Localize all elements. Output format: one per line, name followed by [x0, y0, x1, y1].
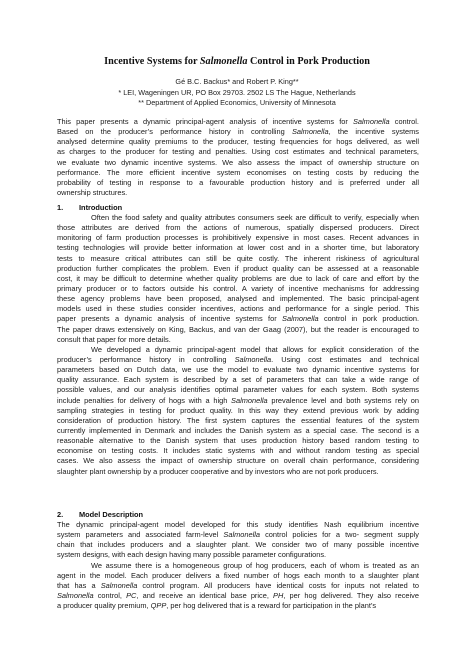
text-run: control policies for a two- segment supply [260, 530, 419, 540]
section-number: 2. [57, 510, 64, 519]
text-line [57, 158, 419, 168]
text-run: performance. The more efficient incentive system economises on testing costs by reducing the [57, 167, 419, 177]
italic-term: Salmonella [231, 395, 268, 405]
text-run: quality assurance. Each system is described by a set of parameters that can take a wide range of [57, 375, 419, 385]
text-line [57, 550, 419, 560]
italic-term: Salmonella [100, 580, 138, 590]
introduction-body [57, 213, 419, 477]
affiliation-2: ** Department of Applied Economics, University of Minnesota [138, 98, 336, 108]
text-run: as charges to the producer for testing and penalties. Using cost estimates and technical parameters, [57, 147, 419, 157]
text-run: Based on the producer’s performance history in controlling [57, 127, 292, 137]
text-line [57, 223, 419, 233]
text-run: a producer quality premium, [57, 601, 151, 611]
text-run: prevalence level and both systems rely on [267, 395, 419, 405]
italic-term: Salmonella [223, 530, 260, 540]
text-line [57, 540, 419, 550]
text-run: consideration of production history. The first system captures the essential features of the system [57, 415, 419, 425]
text-run: The paper draws extensively on King, Backus, and van der Gaag (2007), but the reader is encouraged to [57, 324, 419, 334]
text-line [57, 396, 419, 406]
text-run: analysed determine quality premiums to the producer, testing frequencies for hogs delivered, as well [57, 137, 419, 147]
text-line [57, 436, 419, 446]
title-part-1: Incentive Systems for [104, 56, 200, 67]
text-run: parameters based on Dutch data, we use the model to evaluate two dynamic incentive systems for [57, 365, 419, 375]
italic-term: PH [273, 590, 284, 600]
text-line [57, 188, 419, 198]
text-line [57, 520, 419, 530]
text-line [57, 581, 419, 591]
text-run: , the incentive systems [328, 127, 419, 137]
text-run: control, [93, 590, 127, 600]
text-line [57, 446, 419, 456]
text-line [57, 233, 419, 243]
text-line [57, 304, 419, 314]
text-run: cost, it may be difficult to determine whether quality problems are due to lack of care and effort by the [57, 273, 419, 283]
text-run: currently implemented in Denmark and includes the Danish system as a special case. The second is a [57, 425, 419, 435]
italic-term: Salmonella [234, 354, 272, 364]
text-run: agent in the model. Each producer delivers a fixed number of hogs each month to a slaughter plant [57, 570, 419, 580]
text-run: control in pork production. [318, 314, 419, 324]
text-run: these agency problems have been proposed, analysed and implemented. The basic principal-agent [57, 294, 419, 304]
text-line [57, 345, 419, 355]
text-run: system parameters and associated farm-level [57, 530, 224, 540]
section-title: Model Description [79, 510, 144, 519]
paper-title [0, 56, 474, 67]
text-run: those attributes are derived from the actions of numerous, spatially dispersed producers. Direct [57, 223, 419, 233]
text-run: primary producer or to factors outside his control. A variety of incentive mechanisms for addressing [57, 283, 419, 293]
text-run: We developed a dynamic principal-agent model that allows for explicit consideration of the [91, 344, 419, 354]
text-run: probability of testing in response to a favourable production history and is preferred under all [57, 177, 419, 187]
text-run: ownership structures. [57, 187, 128, 197]
italic-term: Salmonella [291, 127, 329, 137]
section-number: 1. [57, 203, 64, 212]
title-part-2: Control in Pork Production [247, 56, 370, 67]
text-run: tests to measure critical attributes can still be quite costly. The inherent riskiness of agricultural [57, 253, 419, 263]
text-run: production further complicates the problem. Even if product quality can be assessed at a reasonable [57, 263, 419, 273]
italic-term: Salmonella [57, 590, 94, 600]
author-names: Gé B.C. Backus* and Robert P. King** [175, 77, 299, 86]
text-line [57, 137, 419, 147]
text-line [57, 355, 419, 365]
text-line [57, 127, 419, 137]
text-run: producer’s performance history in controlling [57, 354, 235, 364]
text-line [57, 243, 419, 253]
text-line [57, 335, 419, 345]
text-run: possible values, and our analysis identifies optimal parameter values for each system. Both systems [57, 385, 419, 395]
text-line [57, 325, 419, 335]
text-line [57, 264, 419, 274]
text-line [57, 416, 419, 426]
title-italic: Salmonella [199, 56, 248, 67]
text-line [57, 456, 419, 466]
text-line [57, 467, 419, 477]
text-line [57, 294, 419, 304]
text-run: paper presents a dynamic analysis of incentive systems for [57, 314, 283, 324]
affiliation-1: * LEI, Wageningen UR, PO Box 29703. 2502 LS The Hague, Netherlands [118, 87, 356, 97]
text-run: We assume there is a homogeneous group of hog producers, each of whom is treated as an [91, 560, 419, 570]
text-run: Often the food safety and quality attributes consumers seek are difficult to verify, especially when [91, 213, 419, 222]
text-run: testing technologies will provide better information at lower cost and in a shorter time, but laboratory [57, 243, 419, 253]
text-run: The dynamic principal-agent model developed for this study identifies Nash equilibrium incentive [57, 520, 419, 529]
text-line [57, 147, 419, 157]
text-line [57, 274, 419, 284]
abstract [57, 117, 419, 198]
text-line [57, 385, 419, 395]
text-run: models used in these studies consider incentives, actions and performance for a single period. This [57, 304, 419, 314]
text-run: slaughter plant ownership by a producer cooperative and by investors who are not pork producers. [57, 466, 379, 476]
author-block [0, 77, 474, 109]
text-line [57, 406, 419, 416]
text-run: we evaluate two dynamic incentive systems. We also assess the impact of ownership structure on [57, 157, 419, 167]
text-run: economise on testing costs. It includes static systems with and without random testing as special [57, 446, 419, 456]
italic-term: QPP [150, 601, 167, 611]
model-description-body [57, 520, 419, 611]
text-run: control program. All producers have identical costs for inputs not related to [137, 580, 420, 590]
italic-term: Salmonella [282, 314, 319, 324]
text-run: sampling strategies in testing for product quality. In this way they extend previous work by adding [57, 405, 419, 415]
text-run: control. [389, 117, 419, 126]
text-run: include penalties for delivery of hogs with a high [57, 395, 232, 405]
text-line [57, 571, 419, 581]
text-line [57, 284, 419, 294]
text-line [57, 530, 419, 540]
text-line [57, 591, 419, 601]
section-heading-model-description [57, 510, 143, 519]
text-line [57, 314, 419, 324]
text-line [57, 254, 419, 264]
italic-term: PC [126, 590, 137, 600]
text-line [57, 178, 419, 188]
text-run: monitoring of farm production processes is prohibitively expensive in most cases. Recent advances in [57, 233, 419, 243]
text-run: that has a [57, 580, 101, 590]
text-run: consult that paper for more details. [57, 334, 171, 344]
text-line [57, 561, 419, 571]
text-run: cases. We also assess the impact of ownership structure on overall chain performance, considering [57, 456, 419, 466]
text-line [57, 375, 419, 385]
text-line [57, 601, 419, 611]
text-run: , and receive an identical base price, [136, 590, 274, 600]
text-run: , per hog delivered. They also receive [283, 590, 419, 600]
text-run: system designs, with each design having many possible parameter configurations. [57, 550, 327, 560]
section-heading-introduction [57, 203, 122, 212]
text-run: . Using cost estimates and technical [271, 354, 419, 364]
text-line [57, 117, 419, 127]
section-title: Introduction [79, 203, 123, 212]
text-run: chain that includes producers and a slaughter plant. We consider two of many possible incentive [57, 540, 419, 550]
text-run: This paper presents a dynamic principal-agent analysis of incentive systems for [57, 117, 353, 126]
text-line [57, 365, 419, 375]
text-run: reasonable alternative to the Danish system that uses production history based random testing to [57, 436, 419, 446]
text-line [57, 168, 419, 178]
text-line [57, 426, 419, 436]
text-run: , per hog delivered that is a reward for participation in the plant’s [166, 601, 377, 611]
text-line [57, 213, 419, 223]
italic-term: Salmonella [353, 117, 390, 126]
